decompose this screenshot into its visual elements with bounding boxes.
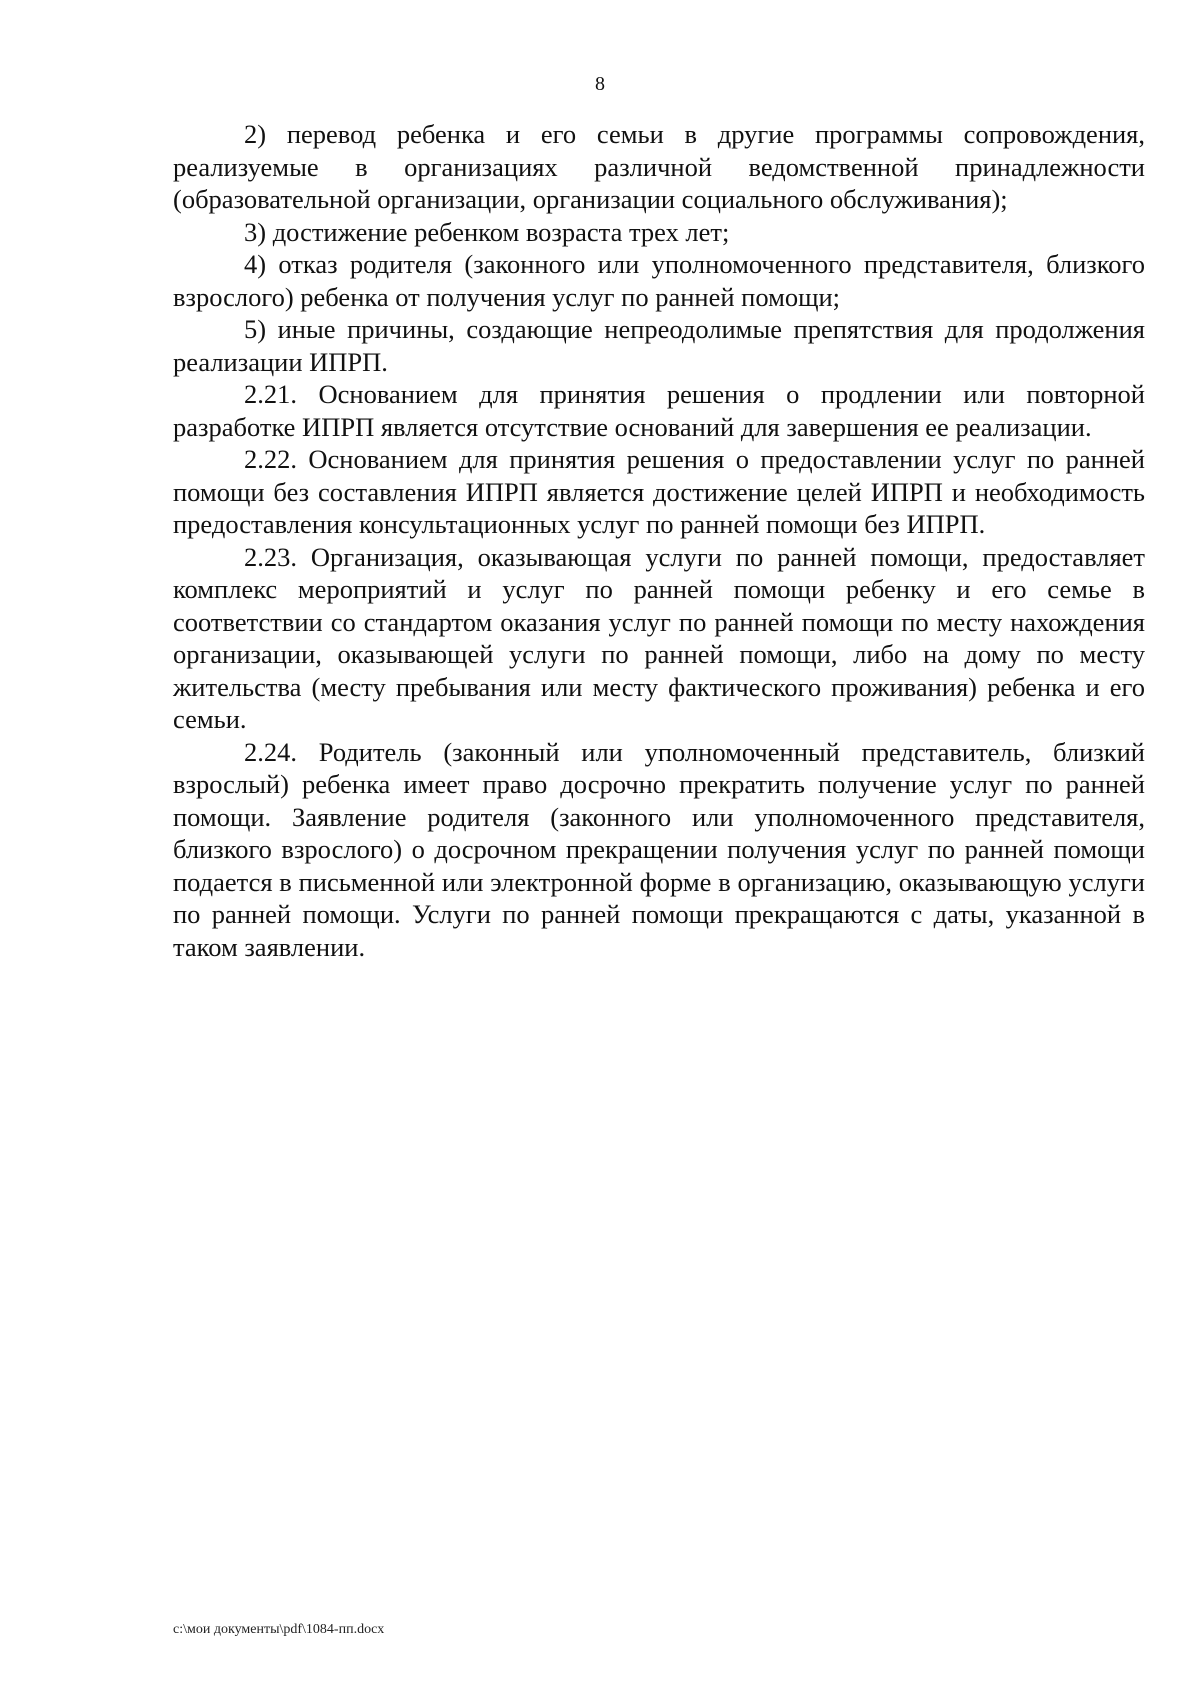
paragraph-2-22: 2.22. Основанием для принятия решения о предоставлении услуг по ранней помощи без составления ИПРП является достижение целей ИПРП и необходимость предоставления консультационных услуг по ранней помощи без ИПРП. bbox=[173, 444, 1145, 539]
paragraph-2-23: 2.23. Организация, оказывающая услуги по ранней помощи, предоставляет комплекс мероприятий и услуг по ранней помощи ребенку и его семье в соответствии со стандартом оказания услуг по ранней помощи по месту нахождения организации, оказывающей услуги по ранней помощи, либо на дому по месту жительства (месту пребывания или месту фактического проживания) ребенка и его семьи. bbox=[173, 541, 1145, 734]
paragraph-item-5: 5) иные причины, создающие непреодолимые препятствия для продолжения реализации ИПРП. bbox=[173, 314, 1145, 377]
page-number: 8 bbox=[595, 73, 605, 95]
paragraph-2-21: 2.21. Основанием для принятия решения о продлении или повторной разработке ИПРП является отсутствие оснований для завершения ее реализации. bbox=[173, 379, 1145, 442]
paragraph-2-24: 2.24. Родитель (законный или уполномоченный представитель, близкий взрослый) ребенка имеет право досрочно прекратить получение услуг по ранней помощи. Заявление родителя (законного или уполномоченного представителя, близкого взрослого) о досрочном прекращении получения услуг по ранней помощи подается в письменной или электронной форме в организацию, оказывающую услуги по ранней помощи. Услуги по ранней помощи прекращаются с даты, указанной в таком заявлении. bbox=[173, 736, 1145, 962]
paragraph-item-3: 3) достижение ребенком возраста трех лет; bbox=[244, 216, 730, 247]
paragraph-item-2: 2) перевод ребенка и его семьи в другие программы сопровождения, реализуемые в организациях различной ведомственной принадлежности (образовательной организации, организации социального обслуживания); bbox=[173, 119, 1145, 214]
document-body bbox=[173, 118, 1145, 963]
footer-file-path: c:\мои документы\pdf\1084-пп.docx bbox=[173, 1622, 385, 1637]
paragraph-item-4: 4) отказ родителя (законного или уполномоченного представителя, близкого взрослого) ребенка от получения услуг по ранней помощи; bbox=[173, 249, 1145, 312]
